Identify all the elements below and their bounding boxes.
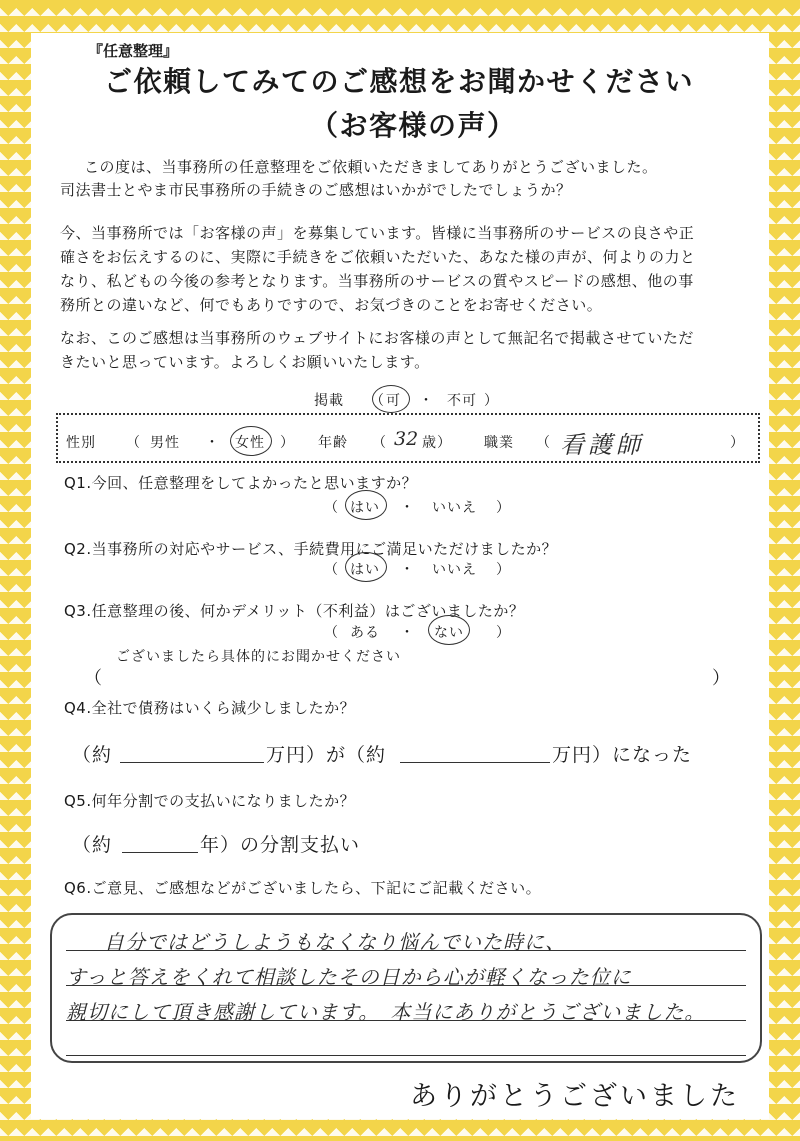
q4-after-prefix: 万円）が（約 — [266, 744, 387, 766]
q4-before-amount-field[interactable] — [120, 740, 264, 763]
intro-text: 務所との違いなど、何でもありですので、お気づきのことをお寄せください。 — [60, 296, 603, 314]
q1-paren-close: ） — [496, 500, 511, 516]
comment-line: 親切にして頂き感謝しています。 本当にありがとうございました。 — [66, 1000, 706, 1024]
page-title: ご依頼してみてのご感想をお聞かせください — [104, 65, 695, 98]
occupation-paren-open: （ — [536, 435, 551, 451]
q4-question: Q4.全社で債務はいくら減少しましたか？ — [64, 699, 356, 717]
q3-detail-paren-open: （ — [84, 668, 102, 689]
comment-ruled-line — [66, 1035, 746, 1056]
publish-option-no[interactable]: 不可 — [447, 393, 477, 409]
intro-text: なり、私どもの今後の参考となります。当事務所のサービスの質やスピードの感想、他の事 — [60, 272, 694, 290]
age-unit: 歳） — [422, 435, 452, 451]
page-subtitle: （お客様の声） — [310, 109, 517, 142]
q2-question: Q2.当事務所の対応やサービス、手続費用にご満足いただけましたか？ — [64, 540, 558, 558]
q3-option-yes[interactable]: ある — [350, 625, 380, 641]
intro-text: この度は、当事務所の任意整理をご依頼いただきましてありがとうございました。 — [84, 158, 658, 176]
gender-option-female[interactable]: 女性 — [235, 435, 265, 451]
q2-selected-circle — [345, 552, 387, 582]
gender-paren-close: ） — [280, 435, 295, 451]
gender-label: 性別 — [66, 435, 96, 451]
q2-option-yes[interactable]: はい — [350, 562, 380, 578]
occupation-paren-close: ） — [730, 435, 745, 451]
q3-detail-paren-close: ） — [712, 668, 730, 689]
q3-selected-circle — [428, 615, 470, 645]
gender-separator: ・ — [205, 435, 220, 451]
q2-paren-open: （ — [324, 562, 339, 578]
category-label: 『任意整理』 — [88, 42, 179, 60]
q1-paren-open: （ — [324, 500, 339, 516]
q6-question: Q6.ご意見、ご感想などがございましたら、下記にご記載ください。 — [64, 879, 542, 897]
q2-paren-close: ） — [496, 562, 511, 578]
gender-selected-circle — [230, 426, 272, 456]
publish-label: 掲載 — [314, 393, 344, 409]
intro-text: きたいと思っています。よろしくお願いいたします。 — [60, 353, 430, 371]
q3-detail-prompt: ございましたら具体的にお聞かせください — [116, 649, 401, 665]
age-value[interactable]: 32 — [394, 428, 419, 450]
gender-paren-open: （ — [126, 435, 141, 451]
intro-text: 司法書士とやま市民事務所の手続きのご感想はいかがでしたでしょうか？ — [60, 181, 572, 199]
intro-text: なお、このご感想は当事務所のウェブサイトにお客様の声として無記名で掲載させていただ — [60, 329, 694, 347]
publish-paren-close: ） — [484, 393, 499, 409]
q1-option-yes[interactable]: はい — [350, 500, 380, 516]
publish-paren-open: （ — [370, 393, 385, 409]
occupation-value[interactable]: 看護師 — [560, 431, 644, 459]
intro-text: 確さをお伝えするのに、実際に手続きをご依頼いただいた、あなた様の声が、何よりの力と — [60, 248, 696, 266]
closing-thanks: ありがとうございました — [410, 1081, 740, 1112]
q1-selected-circle — [345, 490, 387, 520]
age-label: 年齢 — [318, 435, 348, 451]
q3-question: Q3.任意整理の後、何かデメリット（不利益）はございましたか？ — [64, 602, 525, 620]
intro-text: 今、当事務所では「お客様の声」を募集しています。皆様に当事務所のサービスの良さや正 — [60, 224, 695, 242]
q1-option-no[interactable]: いいえ — [432, 500, 477, 516]
q4-after-suffix: 万円）になった — [552, 744, 693, 766]
q2-separator: ・ — [400, 562, 415, 578]
age-paren-open: （ — [372, 435, 387, 451]
comment-line: すっと答えをくれて相談したその日から心が軽くなった位に — [66, 965, 632, 989]
q3-separator: ・ — [400, 625, 415, 641]
q5-question: Q5.何年分割での支払いになりましたか？ — [64, 792, 356, 810]
publish-selected-circle — [372, 385, 410, 413]
q1-question: Q1.今回、任意整理をしてよかったと思いますか？ — [64, 474, 418, 492]
q4-before-prefix: （約 — [72, 744, 113, 766]
q5-years-field[interactable] — [122, 830, 198, 853]
q5-prefix: （約 — [72, 834, 113, 856]
publish-separator: ・ — [419, 393, 434, 409]
q1-separator: ・ — [400, 500, 415, 516]
q3-option-no[interactable]: ない — [434, 625, 464, 641]
q3-detail-field[interactable] — [104, 668, 704, 690]
publish-option-yes[interactable]: 可 — [386, 393, 401, 409]
comment-line: 自分ではどうしようもなくなり悩んでいた時に、 — [104, 930, 566, 954]
q2-option-no[interactable]: いいえ — [432, 562, 477, 578]
q4-after-amount-field[interactable] — [400, 740, 550, 763]
gender-option-male[interactable]: 男性 — [150, 435, 180, 451]
q5-suffix: 年）の分割支払い — [200, 834, 361, 856]
q3-paren-close: ） — [496, 625, 511, 641]
occupation-label: 職業 — [484, 435, 514, 451]
q3-paren-open: （ — [324, 625, 339, 641]
